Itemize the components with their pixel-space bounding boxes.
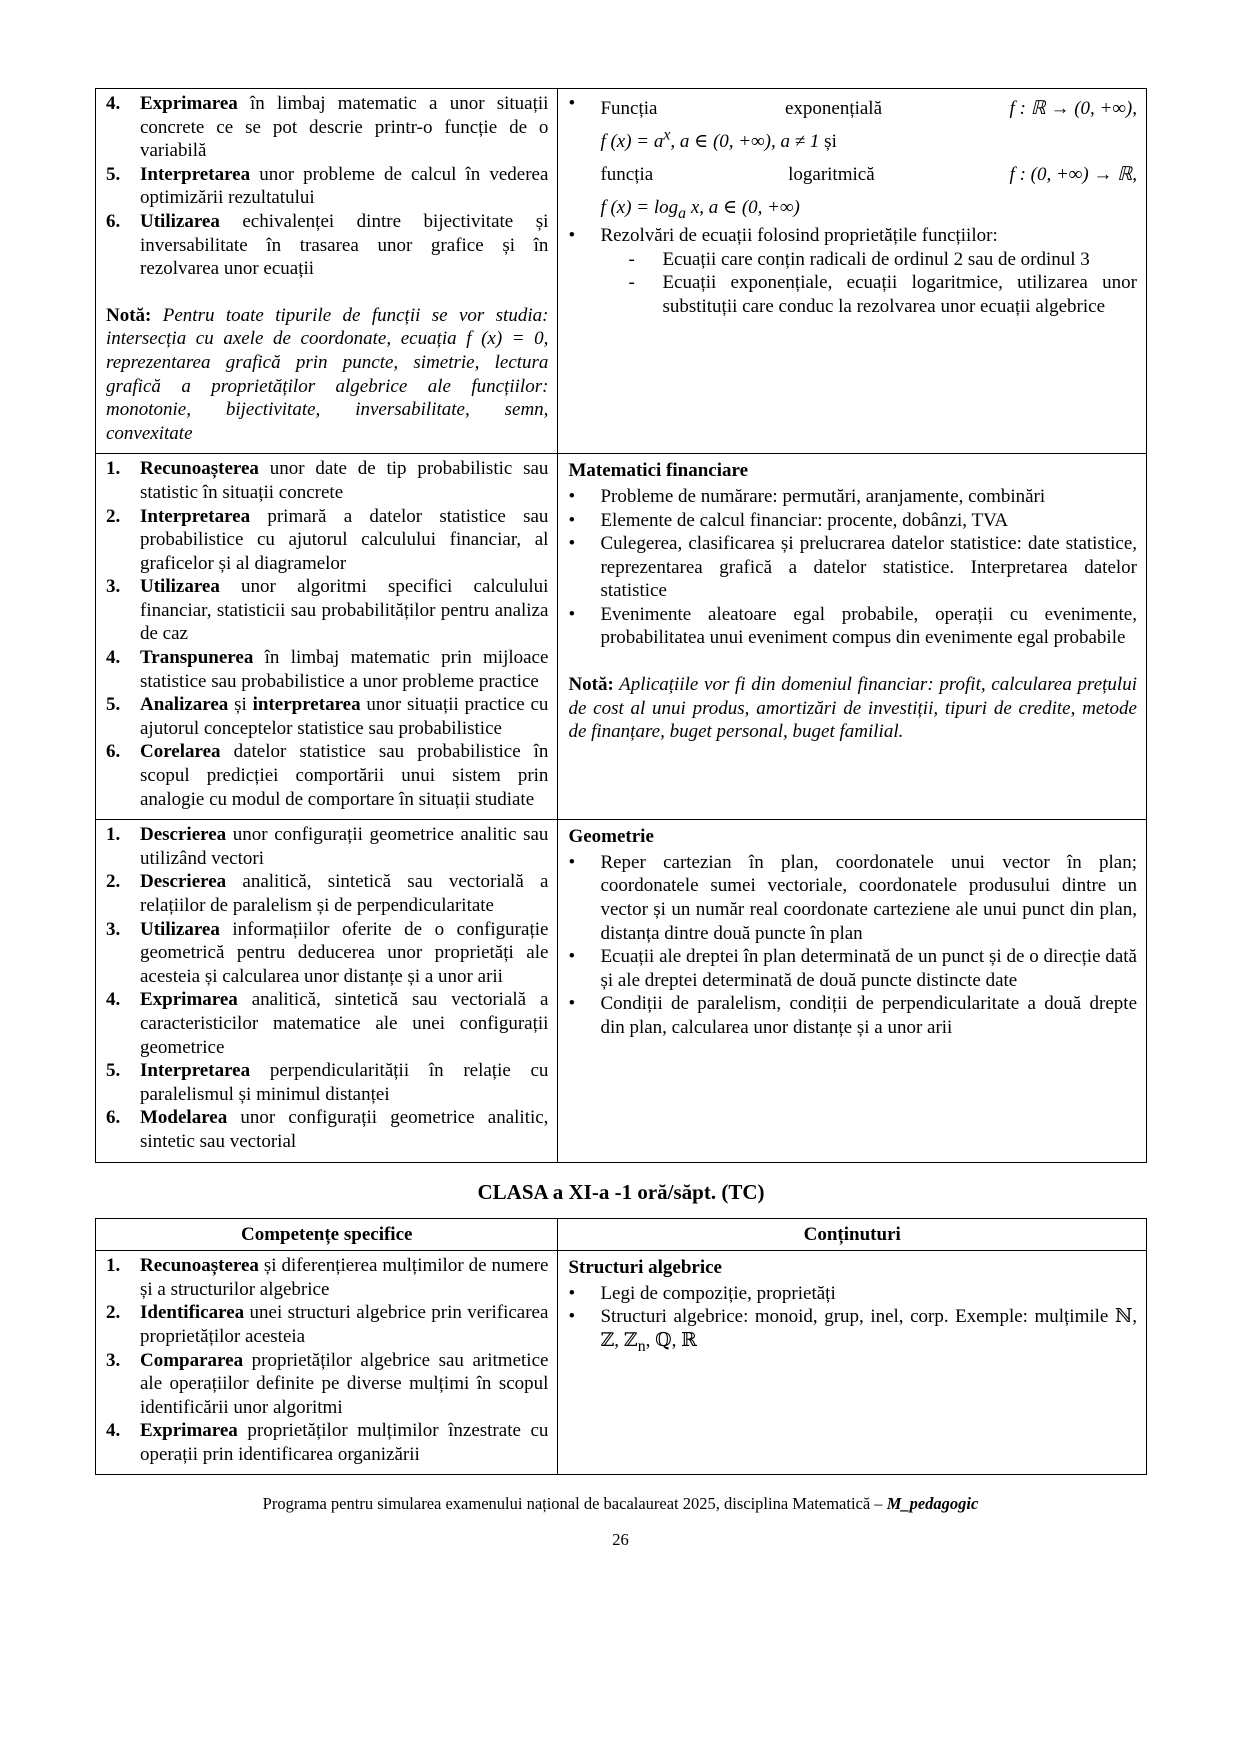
formula-part: , a ∈ (0, +∞), a ≠ 1 <box>670 131 820 152</box>
item-rest: echivalenței dintre bijectivitate și inversabilitate în trasarea unor grafice și în rezolvarea unor ecuații <box>140 210 549 280</box>
item-lead: Interpretarea <box>140 1060 251 1082</box>
formula <box>600 126 820 152</box>
numbered-item <box>106 575 548 646</box>
item-text <box>140 918 548 989</box>
item-text <box>140 1254 548 1301</box>
bullet-item <box>568 1282 1137 1306</box>
bullet-text <box>600 92 1137 224</box>
item-text <box>140 1301 548 1348</box>
bullet-item <box>568 851 1137 945</box>
bullet-text: Culegerea, clasificarea și prelucrarea datelor statistice: date statistice, reprezentarea grafică a datelor statistice. Interpretarea datelor statistice <box>600 533 1137 602</box>
item-text <box>140 1059 548 1106</box>
bullet-icon: • <box>568 1306 576 1328</box>
item-number: 5. <box>106 163 121 185</box>
item-lead: Utilizarea <box>140 576 220 598</box>
competente-cell <box>96 1251 558 1475</box>
item-lead: Identificarea <box>140 1302 245 1324</box>
continuturi-cell <box>558 89 1147 454</box>
footer-text: Programa pentru simularea examenului național de bacalaureat 2025, disciplina Matematică – <box>262 1494 887 1513</box>
text-run: , ℚ, ℝ <box>645 1329 697 1351</box>
formula-part: f (x) = a <box>600 131 664 152</box>
continuturi-cell <box>558 820 1147 1162</box>
column-header-competente: Competențe specifice <box>96 1218 558 1251</box>
table-row <box>96 1251 1147 1475</box>
table-row <box>96 820 1147 1162</box>
table-row <box>96 89 1147 454</box>
item-rest: analitică, sintetică sau vectorială a caracteristicilor matematice ale unei configurații geometrice <box>140 989 549 1058</box>
curriculum-table-1 <box>95 88 1147 1163</box>
numbered-item <box>106 1349 548 1420</box>
bullet-icon: • <box>568 485 576 507</box>
note-text: Aplicațiile vor fi din domeniul financiar: profit, calcularea prețului de cost al unui produs, amortizări de investiții, tipuri de credite, metode de finanțare, buget personal, buget familial. <box>568 674 1137 743</box>
item-number: 1. <box>106 824 121 846</box>
formula <box>600 197 800 222</box>
item-rest: informațiilor oferite de o configurație geometrică pentru deducerea unor proprietăți ale acesteia și calcularea unor distanțe și a unor arii <box>140 918 549 987</box>
dash-item <box>628 248 1137 272</box>
item-mid: și <box>228 694 253 716</box>
item-lead: Utilizarea <box>140 918 220 940</box>
section-heading: CLASA a XI-a -1 oră/săpt. (TC) <box>477 1179 765 1204</box>
text-run: Structuri algebrice: monoid, grup, inel, corp. Exemple: mulțimile ℕ, ℤ, ℤ <box>600 1306 1137 1351</box>
item-text <box>140 457 548 504</box>
bullet-icon: • <box>568 1282 576 1304</box>
numbered-item <box>106 1059 548 1106</box>
bullet-item <box>568 92 1137 224</box>
bullet-icon: • <box>568 946 576 968</box>
note-label: Notă: <box>106 304 152 326</box>
section-header: Matematici financiare <box>568 460 749 482</box>
bullet-icon: • <box>568 603 576 625</box>
table-header-row <box>96 1218 1147 1251</box>
numbered-item <box>106 646 548 693</box>
formula-part: f (x) = log <box>600 197 679 218</box>
numbered-item <box>106 918 548 989</box>
item-rest: analitică, sintetică sau vectorială a relațiilor de paralelism și de perpendicularitate <box>140 871 549 916</box>
item-lead: Corelarea <box>140 741 221 763</box>
numbered-item <box>106 1106 548 1153</box>
numbered-item <box>106 1301 548 1348</box>
item-text <box>140 823 548 870</box>
item-lead: Descrierea <box>140 871 227 893</box>
item-number: 5. <box>106 1060 121 1082</box>
column-header-continuturi: Conținuturi <box>558 1218 1147 1251</box>
item-rest: unor configurații geometrice analitic sau utilizând vectori <box>140 824 549 869</box>
text-run: și <box>819 131 837 152</box>
item-lead: Exprimarea <box>140 1420 238 1442</box>
item-rest: unei structuri algebrice prin verificarea proprietăților acesteia <box>140 1302 549 1347</box>
page-content <box>95 88 1147 1475</box>
bullet-item <box>568 509 1137 533</box>
item-rest: în limbaj matematic prin mijloace statistice sau probabilistice a unor probleme practice <box>140 647 549 692</box>
bullet-text: Reper cartezian în plan, coordonatele unui vector în plan; coordonatele sumei vectoriale, coordonatele produsului dintre un vector și un număr real coordonate carteziene ale unui punct din plan, distanța dintre două puncte în plan <box>600 851 1137 944</box>
numbered-item <box>106 870 548 917</box>
item-number: 2. <box>106 871 121 893</box>
text-run: exponențială <box>784 98 883 119</box>
numbered-item <box>106 92 548 163</box>
numbered-item <box>106 693 548 740</box>
item-rest: perpendicularității în relație cu paralelismul și minimul distanței <box>140 1060 549 1105</box>
section-header: Geometrie <box>568 826 654 848</box>
item-rest: proprietăților mulțimilor înzestrate cu operații prin identificarea organizării <box>140 1420 549 1465</box>
bullet-item <box>568 485 1137 509</box>
note <box>568 673 1137 744</box>
bullet-text: Elemente de calcul financiar: procente, dobânzi, TVA <box>600 509 1009 531</box>
footer <box>0 1493 1241 1514</box>
formula: f : (0, +∞) → ℝ, <box>1009 164 1137 185</box>
bullet-item <box>568 1305 1137 1355</box>
item-number: 3. <box>106 576 121 598</box>
item-text <box>140 505 548 576</box>
item-lead: Compararea <box>140 1349 244 1371</box>
footer-emphasis: M_pedagogic <box>886 1494 979 1513</box>
item-lead: Interpretarea <box>140 505 251 527</box>
numbered-item <box>106 163 548 210</box>
formula-line <box>600 158 1137 191</box>
bullet-text: Probleme de numărare: permutări, aranjamente, combinări <box>600 485 1046 507</box>
numbered-item <box>106 740 548 811</box>
numbered-item <box>106 210 548 281</box>
item-lead: Transpunerea <box>140 647 254 669</box>
text-run: Funcția <box>600 98 658 119</box>
continuturi-cell <box>558 454 1147 820</box>
numbered-item <box>106 1254 548 1301</box>
item-text <box>140 92 548 163</box>
item-number: 6. <box>106 741 121 763</box>
text-run: logaritmică <box>788 164 875 185</box>
bullet-item <box>568 992 1137 1039</box>
item-lead: Exprimarea <box>140 93 238 114</box>
table-row <box>96 454 1147 820</box>
item-number: 2. <box>106 505 121 527</box>
item-number: 4. <box>106 647 121 669</box>
formula-line <box>600 125 1137 158</box>
item-rest: unor date de tip probabilistic sau statistic în situații concrete <box>140 458 549 503</box>
dash-text: Ecuații exponențiale, ecuații logaritmice, utilizarea unor substituții care conduc la rezolvarea unor ecuații algebrice <box>662 272 1137 317</box>
page-number: 26 <box>612 1530 629 1549</box>
note <box>106 304 548 446</box>
competente-cell <box>96 89 558 454</box>
item-rest: unor algoritmi specifici calculului financiar, statisticii sau probabilităților pentru analiza de caz <box>140 576 549 645</box>
bullet-item <box>568 532 1137 603</box>
item-lead: Analizarea <box>140 694 229 716</box>
bullet-icon: • <box>568 993 576 1015</box>
item-number: 3. <box>106 918 121 940</box>
item-text <box>140 646 548 693</box>
item-number: 5. <box>106 694 121 716</box>
bullet-item <box>568 603 1137 650</box>
item-number: 4. <box>106 1420 121 1442</box>
item-number: 6. <box>106 1107 121 1129</box>
item-text <box>140 575 548 646</box>
item-rest: datelor statistice sau probabilistice în scopul predicției comportării unui sistem prin analogie cu modul de comportare în situații studiate <box>140 741 549 810</box>
formula-part: x, a ∈ (0, +∞) <box>686 197 800 218</box>
dash-text: Ecuații care conțin radicali de ordinul 2 sau de ordinul 3 <box>662 248 1090 270</box>
item-text <box>140 693 548 740</box>
item-lead: interpretarea <box>252 694 361 716</box>
item-text <box>140 163 548 210</box>
numbered-item <box>106 1419 548 1466</box>
item-text <box>140 740 548 811</box>
formula-line <box>600 191 1137 224</box>
item-rest: unor probleme de calcul în vederea optimizării rezultatului <box>140 163 549 209</box>
item-text <box>140 1106 548 1153</box>
item-rest: proprietăților algebrice sau aritmetice ale operațiilor definite pe diverse mulțimi în scopul identificării unor algoritmi <box>140 1349 549 1418</box>
item-number: 6. <box>106 210 121 232</box>
competente-cell <box>96 820 558 1162</box>
note-text: Pentru toate tipurile de funcții se vor studia: intersecția cu axele de coordonate, ecuația f (x) = 0, reprezentarea grafică prin puncte, simetrie, lectura grafică a proprietăților algebrice ale funcțiilor: monotonie, bijectivitate, inversabilitate, semn, convexitate <box>106 304 549 444</box>
note-label: Notă: <box>568 674 614 696</box>
bullet-icon: • <box>568 509 576 531</box>
bullet-icon: • <box>568 93 576 114</box>
item-text <box>140 1349 548 1420</box>
item-lead: Recunoașterea <box>140 458 259 480</box>
bullet-text: Ecuații ale dreptei în plan determinată de un punct și de o direcție dată și ale dreptei determinată de două puncte distincte date <box>600 946 1137 991</box>
numbered-item <box>106 988 548 1059</box>
continuturi-cell <box>558 1251 1147 1475</box>
item-rest: în limbaj matematic a unor situații concrete ce se pot descrie printr-o funcție de o variabilă <box>140 93 549 162</box>
item-text <box>140 988 548 1059</box>
item-number: 1. <box>106 1255 121 1277</box>
item-text <box>140 1419 548 1466</box>
bullet-item <box>568 945 1137 992</box>
bullet-text: Legi de compoziție, proprietăți <box>600 1282 836 1304</box>
subscript: n <box>637 1337 646 1355</box>
item-text <box>140 870 548 917</box>
item-lead: Utilizarea <box>140 210 220 232</box>
item-lead: Modelarea <box>140 1107 228 1129</box>
text-run: funcția <box>600 164 654 185</box>
item-number: 4. <box>106 989 121 1011</box>
numbered-item <box>106 823 548 870</box>
item-lead: Recunoașterea <box>140 1255 259 1277</box>
item-text <box>140 210 548 281</box>
item-lead: Interpretarea <box>140 163 251 185</box>
dash-icon: - <box>628 272 635 294</box>
bullet-icon: • <box>568 533 576 555</box>
numbered-item <box>106 457 548 504</box>
competente-cell <box>96 454 558 820</box>
item-rest: primară a datelor statistice sau probabilistice cu ajutorul calculului financiar, al graficelor și al diagramelor <box>140 505 549 574</box>
formula-line <box>600 92 1137 125</box>
item-number: 1. <box>106 458 121 480</box>
item-lead: Descrierea <box>140 824 227 846</box>
item-number: 3. <box>106 1349 121 1371</box>
bullet-icon: • <box>568 225 576 246</box>
bullet-text: Rezolvări de ecuații folosind proprietățile funcțiilor: <box>600 225 998 246</box>
numbered-item <box>106 505 548 576</box>
exponent: x <box>663 126 671 144</box>
subscript: a <box>678 204 687 222</box>
bullet-text: Evenimente aleatoare egal probabile, operații cu evenimente, probabilitatea unui eveniment compus din evenimente egal probabile <box>600 603 1137 649</box>
item-rest: unor configurații geometrice analitic, sintetic sau vectorial <box>140 1107 549 1152</box>
item-number: 2. <box>106 1302 121 1324</box>
item-rest: unor situații practice cu ajutorul conceptelor statistice sau probabilistice <box>140 694 549 739</box>
bullet-icon: • <box>568 851 576 873</box>
bullet-text <box>600 1305 1137 1355</box>
item-rest: și diferențierea mulțimilor de numere și a structurilor algebrice <box>140 1255 549 1300</box>
item-lead: Exprimarea <box>140 989 238 1011</box>
curriculum-table-2 <box>95 1218 1147 1476</box>
dash-item <box>628 271 1137 318</box>
item-number: 4. <box>106 93 121 114</box>
section-header: Structuri algebrice <box>568 1257 722 1279</box>
formula: f : ℝ → (0, +∞), <box>1009 98 1137 119</box>
dash-icon: - <box>628 248 635 270</box>
bullet-item <box>568 224 1137 248</box>
bullet-text: Condiții de paralelism, condiții de perpendicularitate a două drepte din plan, calcularea unor distanțe și a unor arii <box>600 993 1137 1038</box>
